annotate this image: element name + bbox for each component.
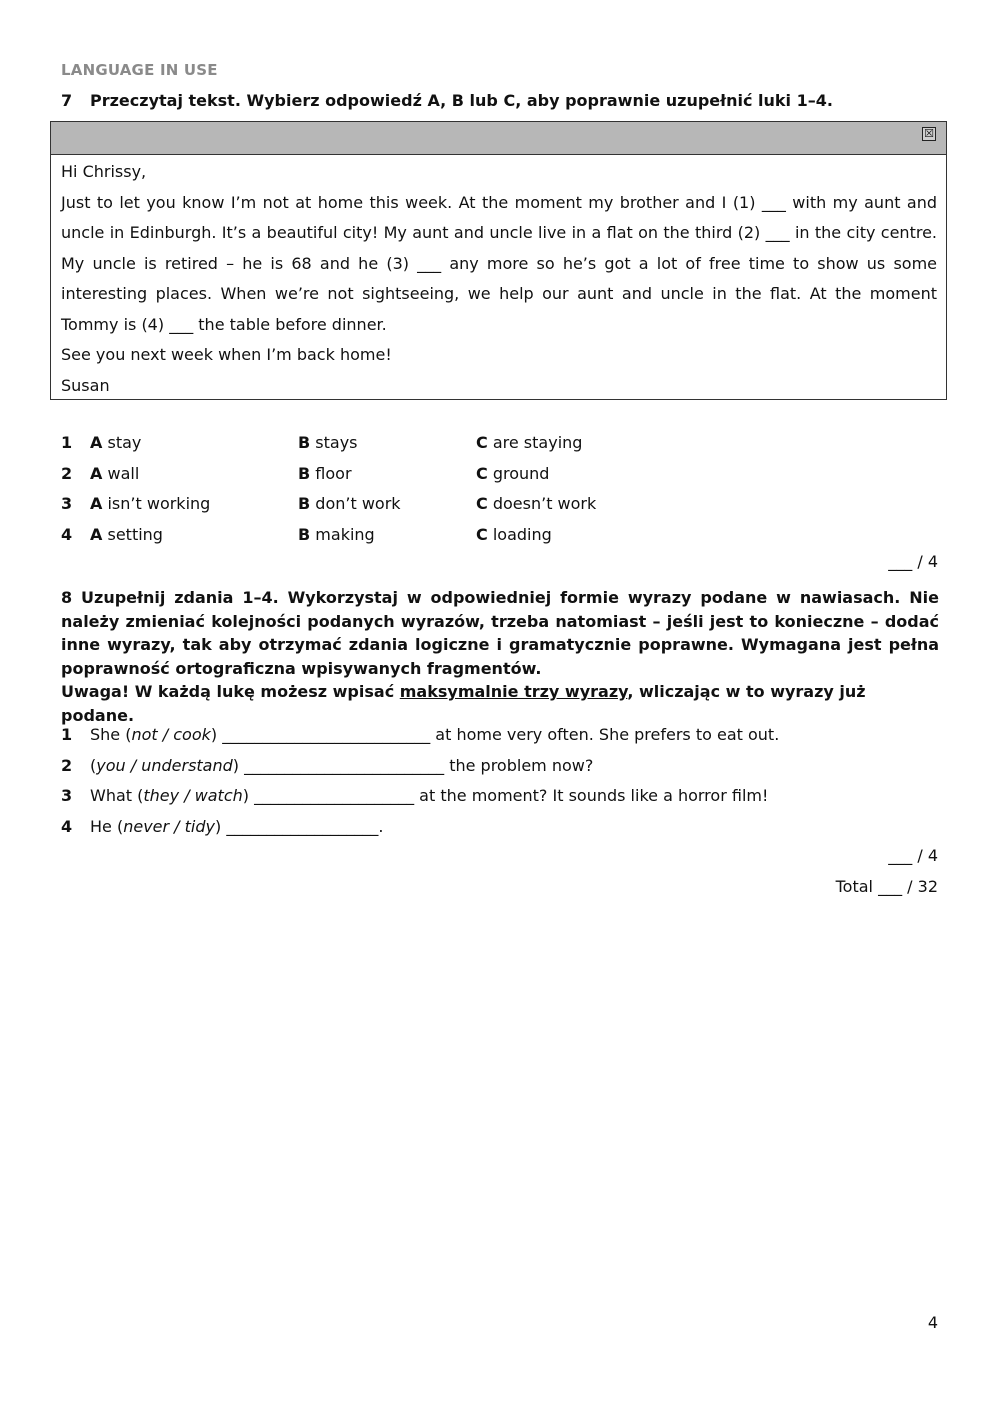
option-b[interactable]: B don’t work <box>298 494 401 513</box>
option-row <box>61 459 941 490</box>
option-a[interactable]: A stay <box>90 433 142 452</box>
page-number: 4 <box>927 1313 938 1332</box>
letter-textbox <box>50 121 947 400</box>
option-row <box>61 520 941 551</box>
task-8-score: ___ / 4 <box>888 846 938 865</box>
letter-text: Just to let you know I’m not at home this week. At the moment my brother and I (1) ___ with my aunt and uncle in Edinburgh. It’s a beautiful city! My aunt and uncle live in a flat on the third (2) ___ in the city centre. My uncle is retired – he is 68 and he (3) ___ any more so he’s got a lot of free time to show us some interesting places. When we’re not sightseeing, we help our aunt and uncle in the flat. At the moment Tommy is (4) ___ the table before dinner. <box>61 192 937 334</box>
task-8-note: Uwaga! W każdą lukę możesz wpisać maksymalnie trzy wyrazy, wliczając w to wyrazy już podane. <box>61 682 866 725</box>
sentence-number: 1 <box>61 725 73 744</box>
task-7-score: ___ / 4 <box>888 552 938 571</box>
close-icon[interactable]: ☒ <box>922 127 936 141</box>
option-c[interactable]: C loading <box>476 524 552 544</box>
option-c[interactable]: C ground <box>476 463 550 483</box>
sentence-text[interactable]: He (never / tidy) ___________________. <box>90 816 384 836</box>
option-row <box>61 489 941 520</box>
letter-closing: See you next week when I’m back home! <box>61 345 392 364</box>
letter-body <box>51 155 946 401</box>
sentence-number: 3 <box>61 786 73 805</box>
option-row <box>61 428 941 459</box>
sentence-text[interactable]: What (they / watch) ____________________ at the moment? It sounds like a horror film! <box>90 786 769 805</box>
option-b[interactable]: B floor <box>298 463 352 483</box>
option-number: 4 <box>61 524 73 544</box>
section-title: LANGUAGE IN USE <box>61 61 218 79</box>
sentence-number: 2 <box>61 755 73 775</box>
option-a[interactable]: A setting <box>90 524 163 544</box>
task-8-number: 8 <box>61 588 73 607</box>
option-number: 2 <box>61 463 73 483</box>
letter-greeting: Hi Chrissy, <box>61 162 147 181</box>
letter-signature: Susan <box>61 375 110 395</box>
option-b[interactable]: B making <box>298 524 375 544</box>
option-c[interactable]: C are staying <box>476 433 583 452</box>
task-7-number: 7 <box>61 91 73 110</box>
sentence-text[interactable]: She (not / cook) __________________________ at home very often. She prefers to eat out. <box>90 725 780 744</box>
option-c[interactable]: C doesn’t work <box>476 494 597 513</box>
option-number: 1 <box>61 433 73 452</box>
sentence-number: 4 <box>61 816 73 836</box>
task-7-instruction: Przeczytaj tekst. Wybierz odpowiedź A, B lub C, aby poprawnie uzupełnić luki 1–4. <box>90 91 833 110</box>
option-a[interactable]: A wall <box>90 463 140 483</box>
task-8-instruction: 8 Uzupełnij zdania 1–4. Wykorzystaj w odpowiedniej formie wyrazy podane w nawiasach. Nie należy zmieniać kolejności podanych wyrazów, trzeba natomiast – jeśli jest to konieczne – dodać inne wyrazy, tak aby otrzymać zdania logiczne i gramatycznie poprawne. Wymagana jest pełna poprawność ortograficzna wpisywanych fragmentów. <box>61 588 939 678</box>
option-number: 3 <box>61 494 73 513</box>
textbox-titlebar <box>51 122 946 155</box>
task-8-heading <box>61 586 939 727</box>
task-7-heading <box>61 91 833 110</box>
task-7-options <box>61 428 941 550</box>
option-a[interactable]: A isn’t working <box>90 494 211 513</box>
sentence-text[interactable]: (you / understand) _________________________ the problem now? <box>90 755 594 775</box>
option-b[interactable]: B stays <box>298 433 358 452</box>
total-score: Total ___ / 32 <box>835 877 938 896</box>
